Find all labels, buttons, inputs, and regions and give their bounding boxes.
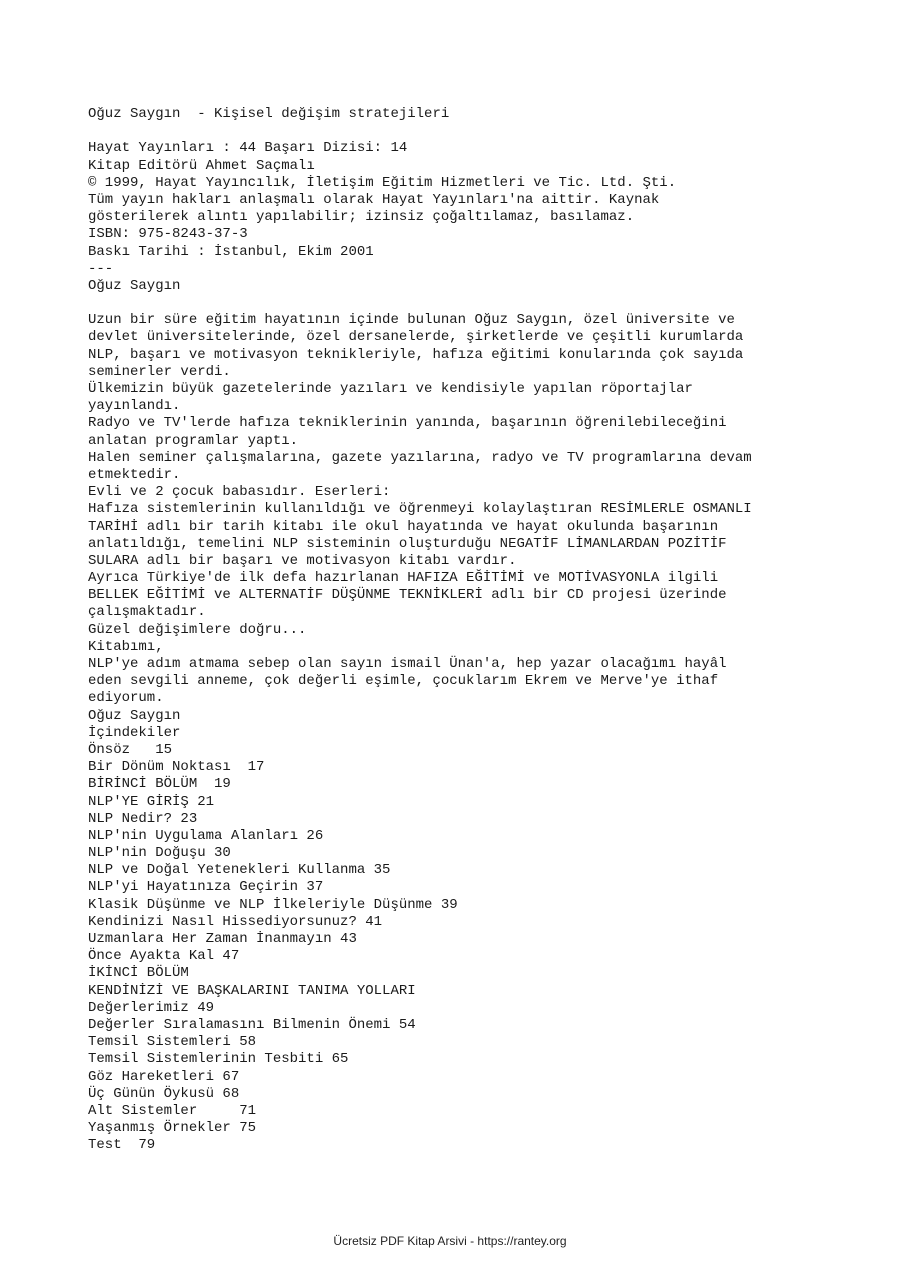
text-line: çalışmaktadır. xyxy=(88,604,206,621)
text-line: NLP, başarı ve motivasyon teknikleriyle, hafıza eğitimi konularında çok sayıda xyxy=(88,346,744,363)
document-body xyxy=(88,312,828,1154)
spacer xyxy=(88,295,828,312)
text-line: ediyorum. xyxy=(88,690,164,707)
text-line: eden sevgili anneme, çok değerli eşimle, çocuklarım Ekrem ve Merve'ye ithaf xyxy=(88,673,719,690)
publication-line: Kitap Editörü Ahmet Saçmalı xyxy=(88,157,315,174)
text-line: NLP'YE GİRİŞ 21 xyxy=(88,793,215,810)
text-line: seminerler verdi. xyxy=(88,363,231,380)
text-line: İçindekiler xyxy=(88,724,181,741)
text-line: Alt Sistemler 71 xyxy=(88,1102,257,1119)
text-line: Uzmanlara Her Zaman İnanmayın 43 xyxy=(88,931,357,947)
text-line: Güzel değişimlere doğru... xyxy=(88,621,307,638)
document-page xyxy=(88,106,828,1154)
text-line: Yaşanmış Örnekler 75 xyxy=(88,1120,257,1137)
publication-line: gösterilerek alıntı yapılabilir; izinsiz çoğaltılamaz, basılamaz. xyxy=(88,209,635,226)
page-footer: Ücretsiz PDF Kitap Arsivi - https://rantey.org xyxy=(333,1234,567,1248)
text-line: TARİHİ adlı bir tarih kitabı ile okul hayatında ve hayat okulunda başarının xyxy=(88,518,719,535)
text-line: Test 79 xyxy=(88,1137,156,1154)
text-line: Ayrıca Türkiye'de ilk defa hazırlanan HAFIZA EĞİTİMİ ve MOTİVASYONLA ilgili xyxy=(88,570,719,587)
text-line: NLP'yi Hayatınıza Geçirin 37 xyxy=(88,879,324,896)
text-line: NLP'ye adım atmama sebep olan sayın ismail Ünan'a, hep yazar olacağımı hayâl xyxy=(88,656,727,672)
text-line: anlatan programlar yaptı. xyxy=(88,432,299,449)
text-line: Evli ve 2 çocuk babasıdır. Eserleri: xyxy=(88,484,391,501)
text-line: etmektedir. xyxy=(88,466,181,483)
text-line: Kendinizi Nasıl Hissediyorsunuz? 41 xyxy=(88,913,383,930)
text-line: yayınlandı. xyxy=(88,398,181,415)
text-line: anlatıldığı, temelini NLP sisteminin oluşturduğu NEGATİF LİMANLARDAN POZİTİF xyxy=(88,535,727,552)
document-title: Oğuz Saygın - Kişisel değişim stratejileri xyxy=(88,106,450,122)
text-line: KENDİNİZİ VE BAŞKALARINI TANIMA YOLLARI xyxy=(88,982,416,999)
publication-line: Baskı Tarihi : İstanbul, Ekim 2001 xyxy=(88,243,374,260)
text-line: Önsöz 15 xyxy=(88,741,173,758)
text-line: Kitabımı, xyxy=(88,638,164,655)
text-line: Ülkemizin büyük gazetelerinde yazıları ve kendisiyle yapılan röportajlar xyxy=(88,381,693,397)
text-line: İKİNCİ BÖLÜM xyxy=(88,965,189,982)
text-line: Önce Ayakta Kal 47 xyxy=(88,948,240,965)
text-line: Klasik Düşünme ve NLP İlkeleriyle Düşünme 39 xyxy=(88,896,458,913)
publication-line: ISBN: 975-8243-37-3 xyxy=(88,226,248,243)
text-line: devlet üniversitelerinde, özel dersanelerde, şirketlerde ve çeşitli kurumlarda xyxy=(88,329,744,346)
text-line: Üç Günün Öykusü 68 xyxy=(88,1085,240,1102)
text-line: Temsil Sistemleri 58 xyxy=(88,1034,257,1051)
text-line: Uzun bir süre eğitim hayatının içinde bulunan Oğuz Saygın, özel üniversite ve xyxy=(88,312,735,329)
text-line: Bir Dönüm Noktası 17 xyxy=(88,759,265,776)
text-line: Oğuz Saygın xyxy=(88,707,181,724)
publication-line: © 1999, Hayat Yayıncılık, İletişim Eğitim Hizmetleri ve Tic. Ltd. Şti. xyxy=(88,174,677,191)
text-line: SULARA adlı bir başarı ve motivasyon kitabı vardır. xyxy=(88,552,517,569)
text-line: Göz Hareketleri 67 xyxy=(88,1068,240,1085)
text-line: Radyo ve TV'lerde hafıza tekniklerinin yanında, başarının öğrenilebileceğini xyxy=(88,415,727,432)
spacer xyxy=(88,123,828,140)
text-line: NLP'nin Doğuşu 30 xyxy=(88,845,231,862)
publication-info xyxy=(88,140,828,295)
text-line: Halen seminer çalışmalarına, gazete yazılarına, radyo ve TV programlarına devam xyxy=(88,449,752,466)
text-line: NLP ve Doğal Yetenekleri Kullanma 35 xyxy=(88,862,391,879)
publication-line: --- xyxy=(88,260,114,277)
text-line: NLP Nedir? 23 xyxy=(88,810,198,827)
text-line: Hafıza sistemlerinin kullanıldığı ve öğrenmeyi kolaylaştıran RESİMLERLE OSMANLI xyxy=(88,501,752,518)
publication-line: Oğuz Saygın xyxy=(88,277,181,294)
publication-line: Tüm yayın hakları anlaşmalı olarak Hayat Yayınları'na aittir. Kaynak xyxy=(88,191,660,208)
text-line: NLP'nin Uygulama Alanları 26 xyxy=(88,827,324,844)
text-line: BİRİNCİ BÖLÜM 19 xyxy=(88,776,231,793)
text-line: Temsil Sistemlerinin Tesbiti 65 xyxy=(88,1051,349,1068)
publication-line: Hayat Yayınları : 44 Başarı Dizisi: 14 xyxy=(88,140,408,157)
text-line: Değerler Sıralamasını Bilmenin Önemi 54 xyxy=(88,1016,416,1033)
text-line: Değerlerimiz 49 xyxy=(88,999,215,1016)
text-line: BELLEK EĞİTİMİ ve ALTERNATİF DÜŞÜNME TEKNİKLERİ adlı bir CD projesi üzerinde xyxy=(88,587,727,604)
